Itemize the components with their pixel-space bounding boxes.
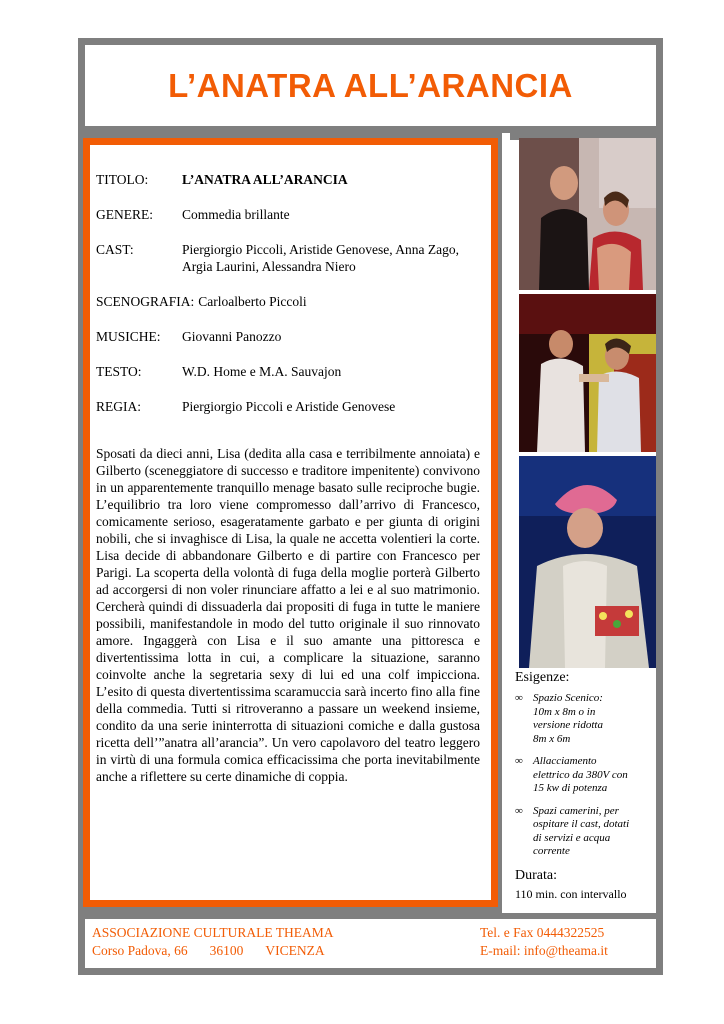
info-value: W.D. Home e M.A. Sauvajon [182, 364, 342, 379]
address-city: VICENZA [265, 943, 325, 958]
info-value: Piergiorgio Piccoli, Aristide Genovese, Anna Zago, Argia Laurini, Alessandra Niero [182, 242, 459, 274]
requirement-item [515, 692, 653, 746]
info-key: TITOLO: [96, 172, 149, 187]
info-row-regia [96, 398, 480, 415]
info-key: SCENOGRAFIA: [96, 294, 195, 309]
header-banner [78, 38, 663, 133]
infinity-bullet-icon: ∞ [515, 804, 523, 817]
info-row-cast [96, 241, 480, 275]
infinity-bullet-icon: ∞ [515, 755, 523, 767]
association-name: ASSOCIAZIONE CULTURALE THEAMA [92, 925, 334, 940]
info-value: Piergiorgio Piccoli e Aristide Genovese [182, 399, 396, 414]
contact-email[interactable]: E-mail: info@theama.it [480, 943, 608, 958]
frame-right [656, 133, 663, 913]
info-value: Giovanni Panozzo [182, 329, 282, 344]
stage-photo-3 [519, 456, 656, 668]
contact-phone: Tel. e Fax 0444322525 [480, 925, 605, 940]
requirement-item [515, 755, 653, 796]
requirements-list [515, 692, 653, 859]
address-cap: 36100 [209, 943, 244, 958]
main-frame [78, 133, 502, 913]
main-content [90, 145, 491, 900]
synopsis-text: Sposati da dieci anni, Lisa (dedita alla casa e terribilmente annoiata) e Gilberto (sceneggiatore di successo e traditore impenitente) convivono in un apparentemente tranquillo menage basato sulle reciproche bugie. L’equilibrio tra loro viene compromesso dall’arrivo di Francesco, comicamente serioso, esageratamente garbato e per giunta di origini nobili, che si invaghisce di Lisa, la quale ne accetta volentieri la corte. Lisa decide di abbandonare Gilberto e di partire con Francesco per Parigi. La scoperta della volontà di fuga della moglie porterà Gilberto ad accorgersi di non voler rinunciare affatto a lei e al suo matrimonio. Cercherà quindi di dissuaderla dai propositi di fuga in tutte le maniere possibili, manifestandole in modo del tutto originale il suo rinnovato amore. Ingaggerà con Lisa e il suo amante una pittoresca e divertentissima lotta in cui, a complicare la situazione, saranno coinvolte anche la segretaria sexy di lui ed una colf impicciona. L’esito di questa divertentissima scaramuccia sarà incerto fino alla fine della commedia. Tutti si ritroveranno a passare un weekend insieme, condito da una serie ininterrotta di situazioni comiche e dalla gustosa ricetta dell’”anatra all’arancia”. Un vero capolavoro del teatro leggero in virtù di una formula comica efficacissima che porta inevitabilmente anche a riflettere su certe dinamiche di coppia. [96, 446, 480, 784]
main-orange-border [83, 138, 498, 907]
requirements-panel [515, 670, 653, 902]
requirement-text: Allacciamento elettrico da 380V con 15 kw di potenza [533, 755, 628, 794]
stage-photo-2 [519, 294, 656, 452]
info-row-titolo [96, 171, 480, 188]
info-key: TESTO: [96, 364, 142, 379]
info-key: GENERE: [96, 207, 153, 222]
info-row-genere [96, 206, 480, 223]
info-key: CAST: [96, 242, 134, 257]
photo-column [519, 138, 656, 672]
info-value: Carloalberto Piccoli [198, 294, 307, 309]
requirement-item [515, 805, 653, 859]
infinity-bullet-icon: ∞ [515, 692, 523, 704]
stage-photo-1 [519, 138, 656, 290]
info-table [96, 171, 480, 433]
requirement-text: Spazi camerini, per ospitare il cast, dotati di servizi e acqua corrente [533, 804, 630, 857]
duration-title: Durata: [515, 867, 557, 883]
requirement-text: Spazio Scenico: 10m x 8m o in versione ridotta 8m x 6m [533, 692, 603, 745]
info-key: MUSICHE: [96, 329, 161, 344]
association-address [92, 943, 325, 959]
info-row-scenografia [96, 293, 480, 310]
info-row-testo [96, 363, 480, 380]
info-value: Commedia brillante [182, 207, 290, 222]
info-key: REGIA: [96, 399, 141, 414]
info-value: L’ANATRA ALL’ARANCIA [182, 172, 348, 187]
footer [78, 913, 663, 975]
page-title: L’ANATRA ALL’ARANCIA [168, 66, 573, 104]
address-street: Corso Padova, 66 [92, 943, 188, 958]
duration-value: 110 min. con intervallo [515, 886, 627, 901]
header-inner [85, 45, 656, 126]
requirements-title: Esigenze: [515, 670, 570, 685]
info-row-musiche [96, 328, 480, 345]
footer-inner [85, 919, 656, 968]
